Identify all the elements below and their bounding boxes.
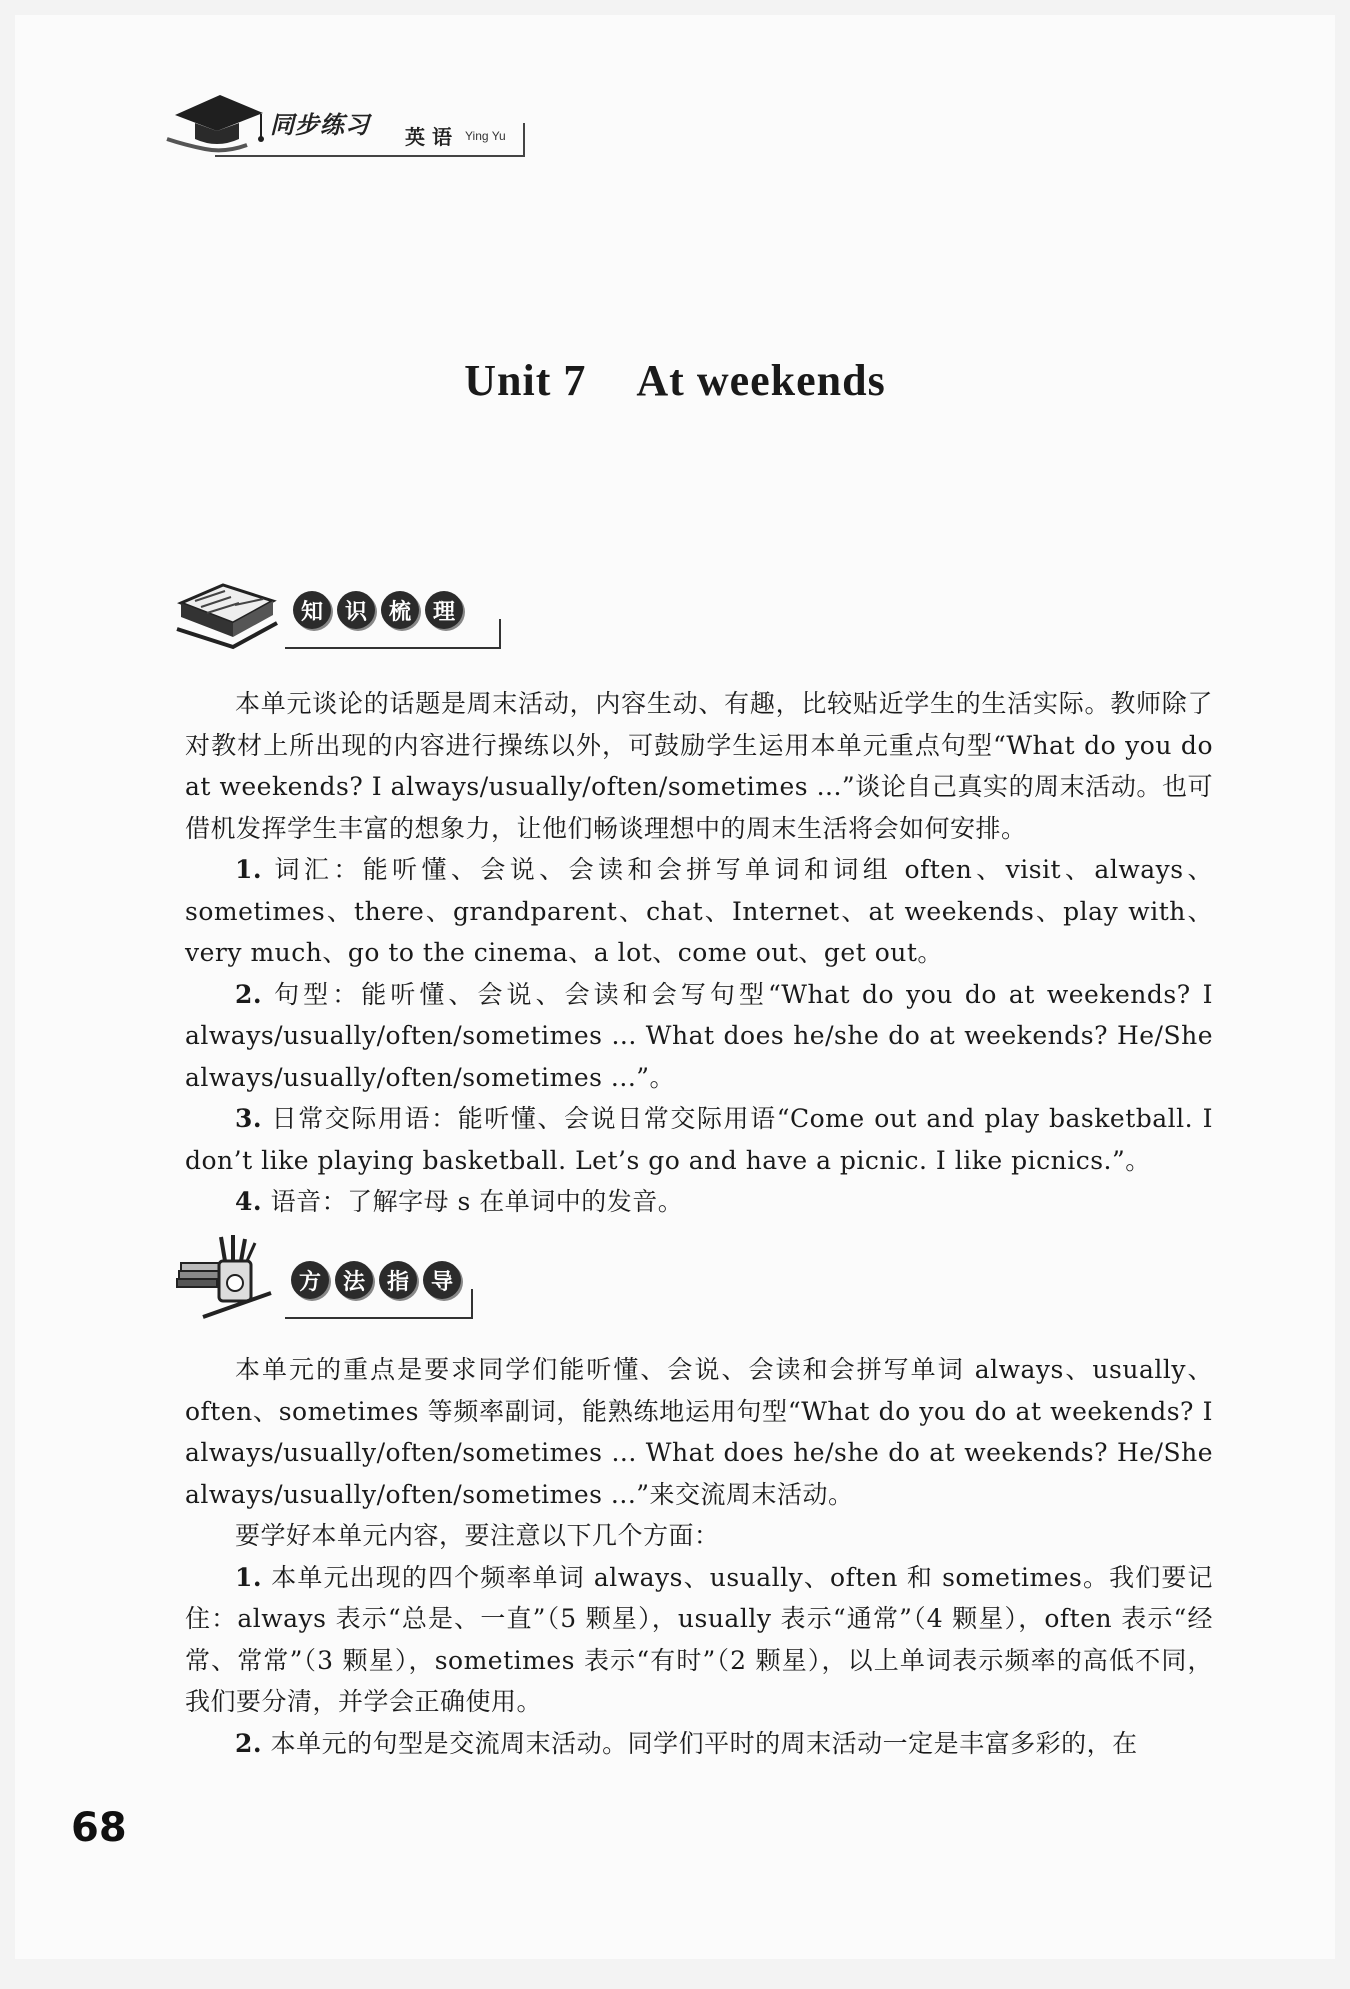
unit-name: At weekends [636,356,886,405]
heading-char: 识 [337,591,375,629]
section-knowledge-body [185,683,1213,1223]
list-item [185,1723,1213,1765]
item-number: 1. [235,1562,263,1592]
header-rule [215,155,525,157]
paragraph: 本单元谈论的话题是周末活动，内容生动、有趣，比较贴近学生的生活实际。教师除了对教材上所出现的内容进行操练以外，可鼓励学生运用本单元重点句型“What do you do at weekends? I always/usually/often/sometimes ...”谈论自己真实的周末活动。也可借机发挥学生丰富的想象力，让他们畅谈理想中的周末生活将会如何安排。 [185,689,1213,843]
page-header [165,77,535,157]
item-number: 4. [235,1187,263,1216]
list-item [185,849,1213,974]
heading-char: 理 [425,591,463,629]
heading-char: 法 [335,1261,373,1299]
item-text: 句型：能听懂、会说、会读和会写句型“What do you do at weekends? I always/usually/often/sometimes ... What does he/she do at weekends? He/She always/usually/often/sometimes ...”。 [185,979,1213,1092]
heading-underline [285,647,501,649]
item-text: 语音：了解字母 s 在单词中的发音。 [270,1187,684,1216]
item-number: 3. [235,1104,263,1133]
paragraph: 本单元的重点是要求同学们能听懂、会说、会读和会拼写单词 always、usually、often、sometimes 等频率副词，能熟练地运用句型“What do you do at weekends? I always/usually/often/sometimes ... What does he/she do at weekends? He/She always/usually/often/sometimes ...”来交流周末活动。 [185,1355,1213,1509]
page-number: 68 [71,1805,127,1851]
item-number: 1. [235,855,263,884]
item-text: 日常交际用语：能听懂、会说日常交际用语“Come out and play basketball. I don’t like playing basketball. Let’s go and have a picnic. I like picnics.”。 [185,1104,1213,1175]
unit-number: Unit 7 [464,356,587,405]
graduation-cap-icon [165,87,265,157]
subject-label: 英 语 [405,125,452,149]
open-book-icon [173,563,283,653]
heading-char: 梳 [381,591,419,629]
brand-title: 同步练习 [270,111,370,139]
item-text: 词汇：能听懂、会说、会读和会拼写单词和词组 often、visit、always、sometimes、there、grandparent、chat、Internet、at weekends、play with、very much、go to the cinema、a lot、come out、get out。 [185,855,1214,967]
heading-char: 知 [293,591,331,629]
list-item [185,974,1213,1099]
pencil-cup-icon [173,1233,283,1323]
heading-underline-end [499,619,501,649]
heading-underline [285,1317,473,1319]
heading-underline-end [471,1289,473,1319]
heading-char: 指 [379,1261,417,1299]
item-number: 2. [235,1728,263,1758]
section-heading-knowledge [173,563,513,653]
item-text: 本单元出现的四个频率单词 always、usually、often 和 sometimes。我们要记住：always 表示“总是、一直”（5 颗星），usually 表示“通常”（4 颗星），often 表示“经常、常常”（3 颗星），sometimes 表示“有时”（2 颗星），以上单词表示频率的高低不同，我们要分清，并学会正确使用。 [185,1562,1213,1716]
section-method-body [185,1349,1213,1764]
section-heading-method [173,1233,513,1323]
heading-char: 方 [291,1261,329,1299]
item-number: 2. [235,979,263,1009]
subject-pinyin: Ying Yu [465,129,506,143]
list-item [185,1181,1213,1223]
heading-char: 导 [423,1261,461,1299]
list-item [185,1557,1213,1723]
header-rule-end [523,123,525,157]
item-text: 本单元的句型是交流周末活动。同学们平时的周末活动一定是丰富多彩的，在 [270,1728,1138,1758]
book-page [15,15,1335,1959]
paragraph: 要学好本单元内容，要注意以下几个方面： [235,1521,720,1550]
page-title [15,355,1335,406]
list-item [185,1098,1213,1181]
